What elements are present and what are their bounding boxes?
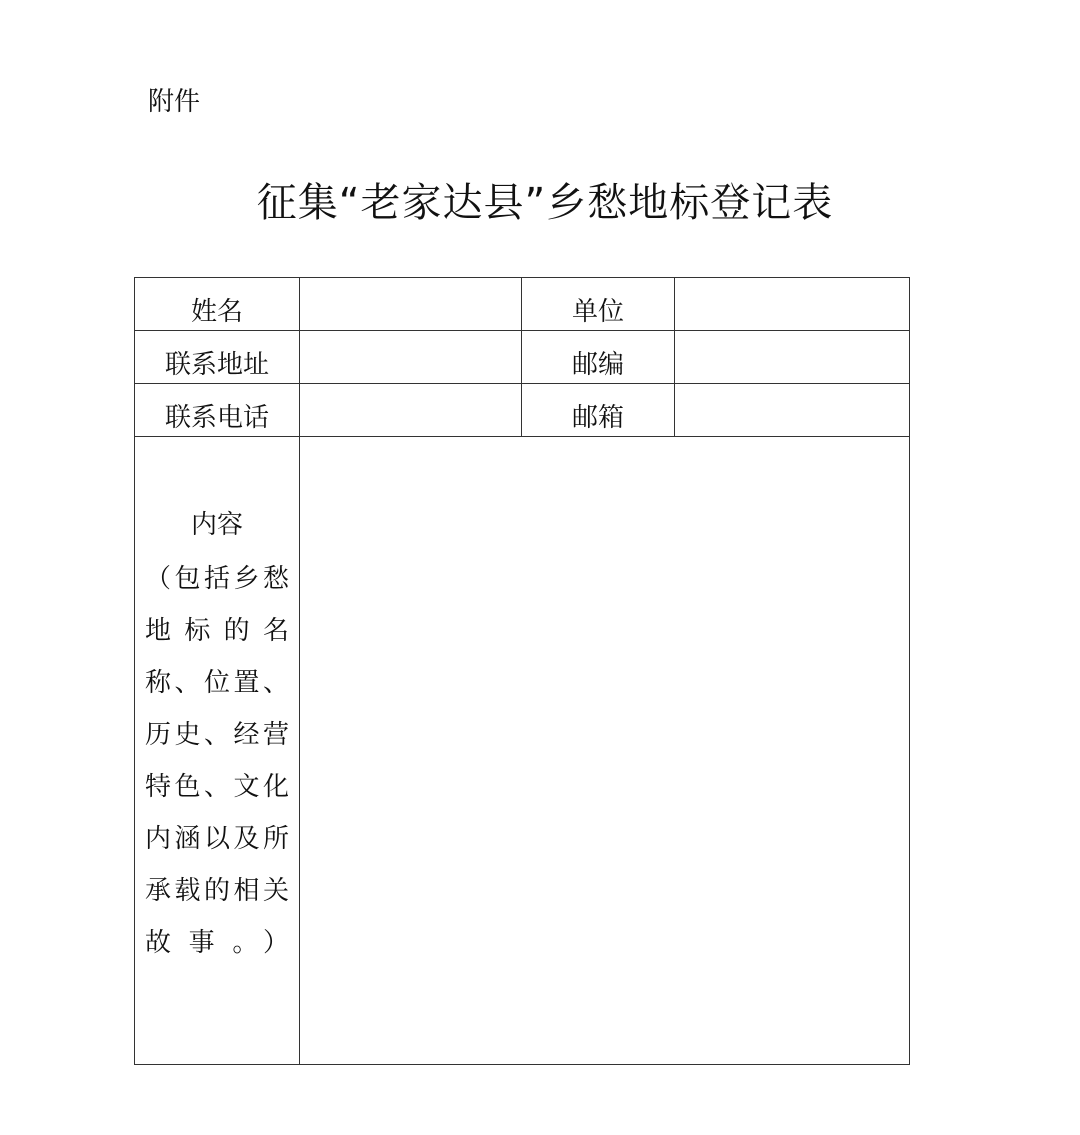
unit-label-cell bbox=[522, 278, 675, 331]
unit-label: 单位 bbox=[571, 297, 624, 327]
name-label: 姓名 bbox=[190, 297, 243, 327]
table-row bbox=[135, 278, 910, 331]
postcode-label-cell bbox=[522, 331, 675, 384]
address-label-cell bbox=[135, 331, 300, 384]
email-label-cell bbox=[522, 384, 675, 437]
content-label-cell bbox=[135, 437, 300, 1065]
postcode-label: 邮编 bbox=[571, 350, 624, 380]
page-title: 征集“老家达县”乡愁地标登记表 bbox=[256, 180, 834, 226]
name-field[interactable] bbox=[300, 278, 522, 331]
unit-field[interactable] bbox=[675, 278, 910, 331]
table-row bbox=[135, 384, 910, 437]
name-label-cell bbox=[135, 278, 300, 331]
registration-form-table bbox=[134, 277, 910, 1065]
content-hint: （包括乡愁地标的名称、位置、历史、经营特色、文化内涵以及所承载的相关故事。） bbox=[145, 564, 289, 958]
content-field[interactable] bbox=[300, 437, 910, 1065]
attachment-label: 附件 bbox=[148, 87, 201, 117]
address-field[interactable] bbox=[300, 331, 522, 384]
address-label: 联系地址 bbox=[164, 350, 269, 380]
content-label: 内容 bbox=[190, 510, 243, 540]
email-label: 邮箱 bbox=[571, 403, 624, 433]
postcode-field[interactable] bbox=[675, 331, 910, 384]
table-row bbox=[135, 437, 910, 1065]
phone-label-cell bbox=[135, 384, 300, 437]
phone-label: 联系电话 bbox=[164, 403, 269, 433]
phone-field[interactable] bbox=[300, 384, 522, 437]
table-row bbox=[135, 331, 910, 384]
email-field[interactable] bbox=[675, 384, 910, 437]
